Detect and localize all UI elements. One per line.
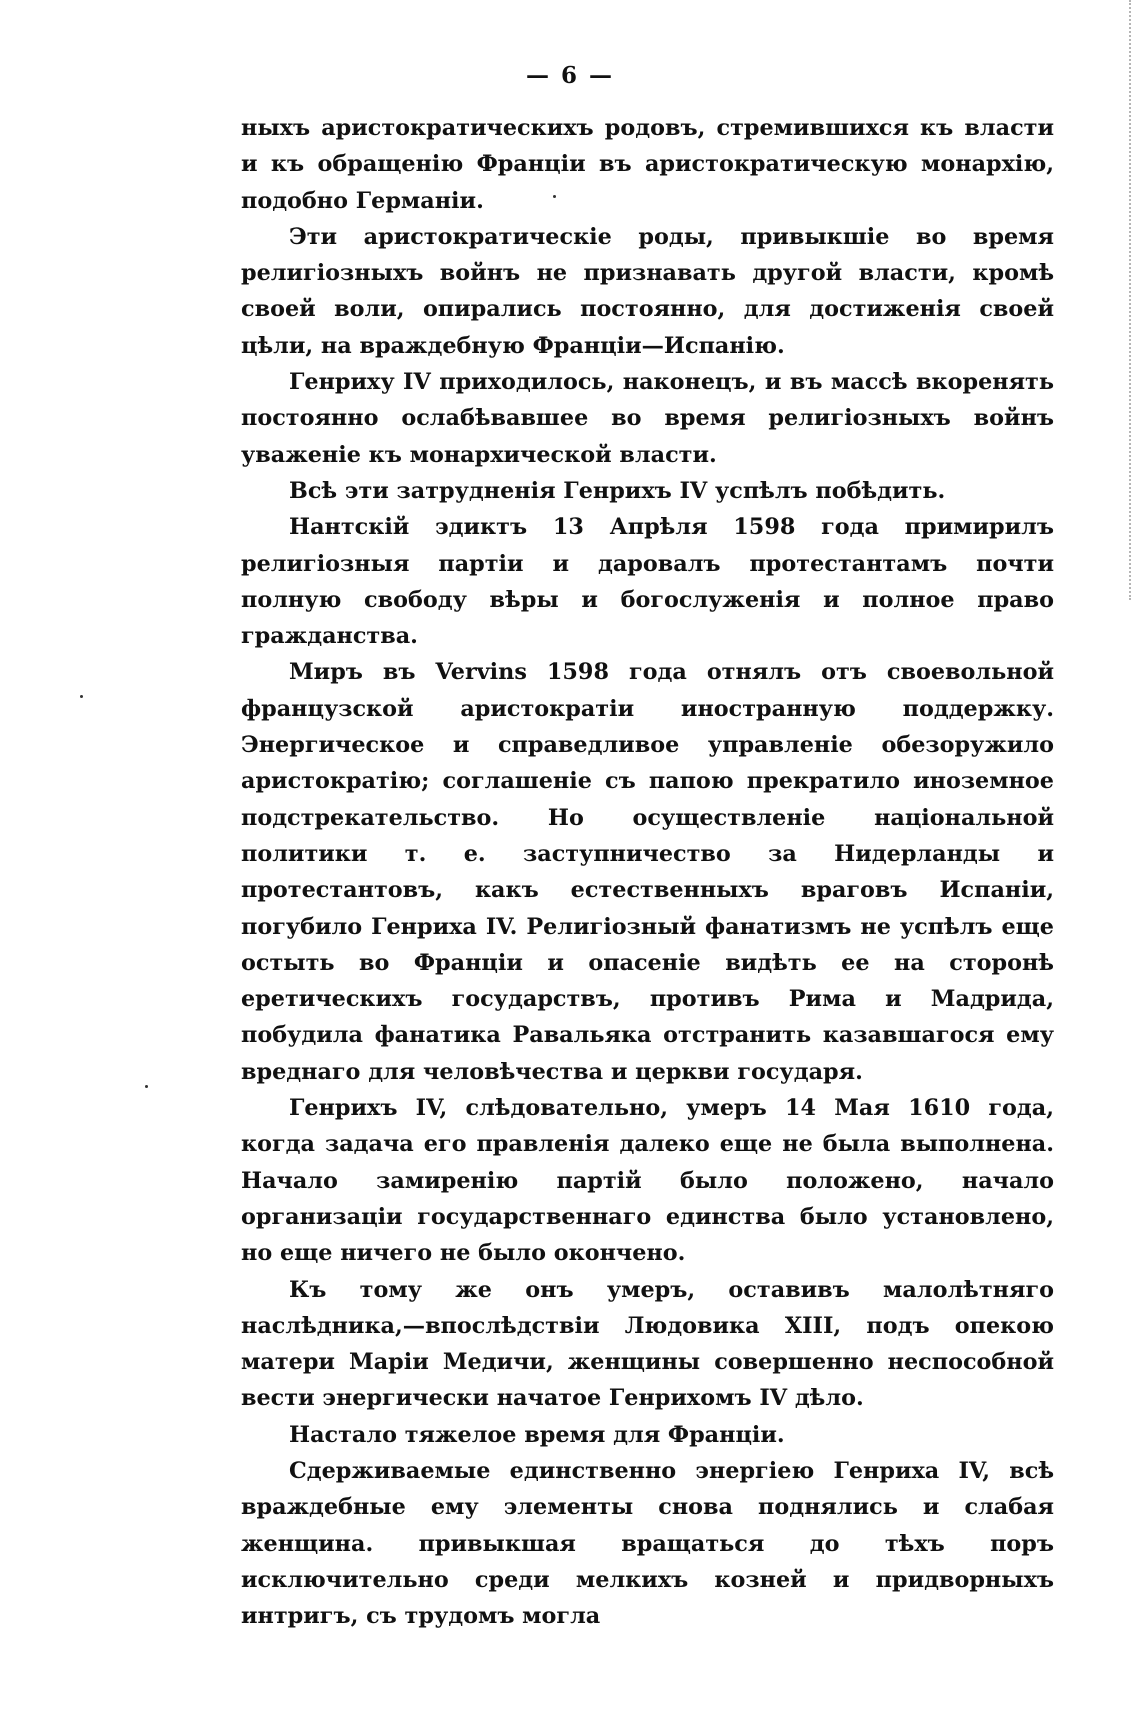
paragraph: Генриху IV приходилось, наконецъ, и въ массѣ вкоренять постоянно ослабѣвавшее во время религіозныхъ войнъ уваженіе къ монархической власти. bbox=[241, 369, 1054, 468]
page-edge-shadow bbox=[1129, 0, 1133, 600]
paragraph: Эти аристократическіе роды, привыкшіе во время религіозныхъ войнъ не признавать другой власти, кромѣ своей воли, опирались постоянно, для достиженія своей цѣли, на враждебную Франціи—Испанію. bbox=[241, 223, 1054, 359]
paragraph: Нантскій эдиктъ 13 Апрѣля 1598 года примирилъ религіозныя партіи и даровалъ протестантамъ почти полную свободу вѣры и богослуженія и полное право гражданства. bbox=[241, 514, 1054, 650]
page-number: — 6 — bbox=[525, 62, 615, 89]
speck bbox=[80, 695, 83, 698]
paragraph: Миръ въ Vervins 1598 года отнялъ отъ своевольной французской аристократіи иностранную поддержку. Энергическое и справедливое управленіе обезоружило аристократію; соглашеніе съ папою прекратило иноземное подстрекательство. Но осуществленіе національной политики т. е. заступничество за Нидерланды и протестантовъ, какъ естественныхъ враговъ Испаніи, погубило Генриха IV. Религіозный фанатизмъ не успѣлъ еще остыть во Франціи и опасеніе видѣть ее на сторонѣ еретическихъ государствъ, противъ Рима и Мадрида, побудила фанатика Равальяка отстранить казавшагося ему вреднаго для человѣчества и церкви государя. bbox=[241, 659, 1054, 1085]
body-text bbox=[241, 110, 1054, 1634]
paragraph: Къ тому же онъ умеръ, оставивъ малолѣтняго наслѣдника,—впослѣдствіи Людовика XIII, подъ опекою матери Маріи Медичи, женщины совершенно неспособной вести энергически начатое Генрихомъ IV дѣло. bbox=[241, 1276, 1054, 1412]
paragraph: Сдерживаемые единственно энергіею Генриха IV, всѣ враждебные ему элементы снова поднялись и слабая женщина. привыкшая вращаться до тѣхъ поръ исключительно среди мелкихъ козней и придворныхъ интригъ, съ трудомъ могла bbox=[241, 1457, 1054, 1630]
paragraph: Генрихъ IV, слѣдовательно, умеръ 14 Мая 1610 года, когда задача его правленія далеко еще не была выполнена. Начало замиренію партій было положено, начало организаціи государственнаго единства было установлено, но еще ничего не было окончено. bbox=[241, 1095, 1054, 1267]
paragraph: Всѣ эти затрудненія Генрихъ IV успѣлъ побѣдить. bbox=[289, 477, 946, 504]
paragraph: ныхъ аристократическихъ родовъ, стремившихся къ власти и къ обращенію Франціи въ аристократическую монархію, подобно Германіи. bbox=[241, 115, 1054, 214]
speck bbox=[145, 1085, 148, 1088]
paragraph: Настало тяжелое время для Франціи. bbox=[289, 1421, 785, 1448]
